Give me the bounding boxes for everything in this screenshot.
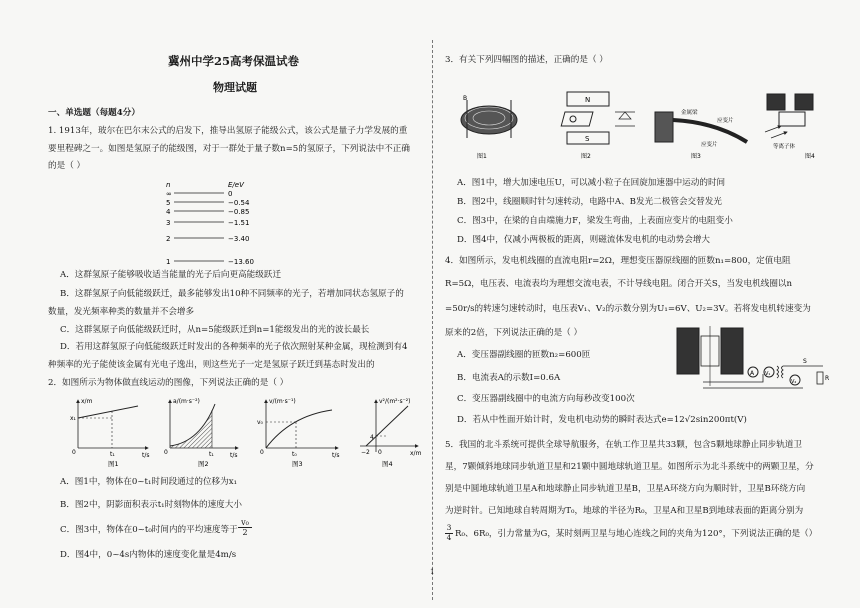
- q4-stem-line: 原来的2倍，下列说法正确的是（ ）: [445, 328, 583, 338]
- school-title: 冀州中学25高考保温试卷: [168, 54, 300, 68]
- graph-4: [360, 398, 422, 468]
- q1-stem-line: 要里程碑之一。如图是氢原子的能级图，对于一群处于量子数n=5的氢原子，下列说法中不正确: [48, 144, 410, 154]
- q4-option: D．若从中性面开始计时，发电机电动势的瞬时表达式e=12√2sin200πt(V): [457, 415, 747, 425]
- graph-1: [70, 398, 150, 468]
- level-n: 5: [166, 199, 171, 207]
- level-5: [166, 199, 250, 207]
- graph-xneg: −2: [361, 449, 370, 456]
- frac-num: v₀: [238, 518, 252, 528]
- generator-circuit: [673, 322, 833, 400]
- graph-xlabel: t/s: [230, 452, 238, 459]
- n-axis-label: n: [166, 181, 171, 189]
- level-e: −1.51: [228, 219, 250, 227]
- level-2: [166, 235, 249, 243]
- switch-label: S: [803, 358, 807, 365]
- q5-stem-line: 星，7颗倾斜地球同步轨道卫星和21颗中圆地球轨道卫星。如图所示为北斗系统中的两颗卫星，分: [445, 462, 814, 472]
- generator-figure: [561, 92, 635, 160]
- q1-stem-line: 的是（ ）: [48, 161, 86, 171]
- q2-stem: 2．如图所示为物体做直线运动的图像，下列说法正确的是（ ）: [48, 378, 289, 388]
- label-plasma: 等离子体: [773, 144, 796, 150]
- level-4: [166, 208, 249, 216]
- graph-y0: v₀: [257, 419, 263, 426]
- q3-option: B．图2中，线圈顺时针匀速转动，电路中A、B发光二极管会交替发光: [457, 197, 722, 207]
- graph-origin: 0: [164, 449, 168, 456]
- level-e: −0.54: [228, 199, 250, 207]
- cyclotron-figure: [461, 95, 517, 160]
- q4-stem-line: R=5Ω，电压表、电流表均为理想交流电表，不计导线电阻。闭合开关S，当发电机线圈以n: [445, 279, 793, 289]
- level-n: 3: [166, 219, 171, 227]
- q2-option: C．图3中，物体在0~t₀时间内的平均速度等于: [60, 525, 238, 535]
- q2-option: B．图2中，阴影面积表示t₁时刻物体的速度大小: [60, 500, 242, 510]
- mhd-figure: [765, 94, 815, 160]
- section-heading: 一、单选题（每题4分）: [48, 108, 140, 118]
- q2-option: D．图4中，0~4s内物体的速度变化量是4m/s: [60, 550, 237, 560]
- graph-caption: 图3: [292, 460, 303, 468]
- level-inf: [166, 190, 232, 198]
- graph-origin: 0: [260, 449, 264, 456]
- graph-caption: 图1: [108, 460, 119, 468]
- voltmeter-1-label: V₁: [765, 371, 771, 377]
- level-n: 4: [166, 208, 171, 216]
- q5-stem-line: 别是中圆地球轨道卫星A和地球静止同步轨道卫星B，卫星A环绕方向为顺时针，卫星B环绕方向: [445, 484, 806, 494]
- level-1: [166, 258, 254, 266]
- q2-option: A．图1中，物体在0~t₁时间段通过的位移为x₁: [60, 477, 238, 487]
- frac-num: 3: [446, 523, 452, 532]
- level-n: ∞: [166, 190, 172, 198]
- graph-x0: t₁: [110, 451, 115, 458]
- q3-option: A．图1中，增大加速电压U，可以减小粒子在回旋加速器中运动的时间: [457, 178, 726, 188]
- q4-stem-line: =50r/s的转速匀速转动时，电压表V₁、V₂的示数分别为U₁=6V、U₂=3V。若将发电机转速变为: [445, 304, 811, 314]
- q5-stem-line: 为逆时针。已知地球自转周期为T₀，地球的半径为R₀，卫星A和卫星B到地球表面的距离分别为: [445, 506, 804, 516]
- voltmeter-2-label: V₂: [791, 379, 797, 385]
- graph-2: [164, 398, 238, 468]
- level-e: −0.85: [228, 208, 250, 216]
- q1-option-cont: 种频率的光子能使该金属有光电子逸出，则这些光子一定是氢原子跃迁到基态时发出的: [48, 360, 375, 370]
- label-metal-beam: 金属梁: [681, 110, 698, 116]
- graph-x0: t₀: [292, 451, 297, 458]
- q4-option: A．变压器副线圈的匝数n₂=600匝: [457, 350, 591, 360]
- subject-title: 物理试题: [213, 81, 257, 94]
- e-axis-label: E/eV: [228, 181, 244, 189]
- level-n: 1: [166, 258, 171, 266]
- level-3: [166, 219, 249, 227]
- q4-option: C．变压器副线圈中的电流方向每秒改变100次: [457, 394, 635, 404]
- fig-caption: 图3: [691, 153, 701, 160]
- graph-y0: x₁: [70, 415, 76, 422]
- energy-level-diagram: [164, 178, 294, 270]
- graph-x0: t₁: [209, 451, 214, 458]
- fig-caption: 图2: [581, 153, 591, 160]
- page-number: 1: [430, 568, 435, 576]
- label-gauge: 应变片: [701, 142, 718, 148]
- beam-figure: [655, 108, 747, 160]
- graph-caption: 图2: [198, 460, 209, 468]
- level-e: −13.60: [228, 258, 254, 266]
- q3-option: C．图3中，在梁的自由端施力F，梁发生弯曲，上表面应变片的电阻变小: [457, 216, 733, 226]
- label-B: B: [463, 95, 468, 102]
- graph-ylabel: a/(m·s⁻²): [173, 398, 200, 405]
- fig-caption: 图4: [805, 153, 815, 160]
- q1-option-cont: 数量，发光频率种类的数量并不会增多: [48, 307, 195, 317]
- q4-option: B．电流表A的示数I=0.6A: [457, 373, 561, 383]
- fig-caption: 图1: [477, 153, 487, 160]
- label-N: N: [585, 96, 591, 104]
- q1-option: B．这群氢原子向低能级跃迁，最多能够发出10种不同频率的光子，若增加同状态氢原子的: [60, 289, 404, 299]
- q3-stem: 3．有关下列四幅图的描述，正确的是（ ）: [445, 55, 608, 65]
- level-n: 2: [166, 235, 171, 243]
- q5-stem-line: R₀、6R₀，引力常量为G，某时刻两卫星与地心连线之间的夹角为120°，下列说法正确的是（）: [455, 529, 818, 539]
- graph-origin: 0: [72, 449, 76, 456]
- frac-den: 2: [242, 528, 248, 537]
- q3-figures: [455, 82, 835, 164]
- level-e: −3.40: [228, 235, 250, 243]
- q4-stem-line: 4．如图所示，发电机线圈的直流电阻r=2Ω，理想变压器原线圈的匝数n₁=800，定值电阻: [445, 256, 791, 266]
- graph-origin: 0: [378, 449, 382, 456]
- graph-ylabel: x/m: [81, 398, 93, 405]
- ammeter-label: A: [750, 370, 755, 377]
- q1-option: A．这群氢原子能够吸收适当能量的光子后向更高能级跃迁: [60, 270, 282, 280]
- graph-caption: 图4: [382, 460, 393, 468]
- level-e: 0: [228, 190, 233, 198]
- q1-stem-line: 1. 1913年，玻尔在巴尔末公式的启发下，推导出氢原子能级公式，该公式是量子力学发展的重: [48, 126, 408, 136]
- resistor-label: R: [825, 375, 830, 382]
- column-divider: [432, 40, 434, 600]
- q5-stem-line: 5．我国的北斗系统可提供全球导航服务，在轨工作卫星共33颗，包含5颗地球静止同步轨道卫: [445, 440, 803, 450]
- q2-fraction: [238, 518, 252, 537]
- q2-graphs: [70, 396, 420, 468]
- q3-option: D．图4中，仅减小两极板的距离，则磁流体发电机的电动势会增大: [457, 235, 710, 245]
- graph-ylabel: v²/(m²·s⁻²): [379, 398, 411, 405]
- graph-3: [257, 398, 340, 468]
- graph-xlabel: x/m: [410, 450, 422, 457]
- q1-option: C．这群氢原子向低能级跃迁时，从n=5能级跃迁到n=1能级发出的光的波长最长: [60, 325, 370, 335]
- label-gauge: 应变片: [717, 118, 734, 124]
- graph-xlabel: t/s: [332, 452, 340, 459]
- q1-option: D．若用这群氢原子向低能级跃迁时发出的各种频率的光子依次照射某种金属，现检测到有4: [60, 342, 408, 352]
- frac-den: 4: [446, 532, 452, 542]
- graph-xlabel: t/s: [142, 452, 150, 459]
- graph-ylabel: v/(m·s⁻¹): [269, 398, 296, 405]
- graph-yv: 4: [370, 434, 374, 441]
- label-S: S: [585, 135, 590, 143]
- q5-fraction: [445, 524, 453, 542]
